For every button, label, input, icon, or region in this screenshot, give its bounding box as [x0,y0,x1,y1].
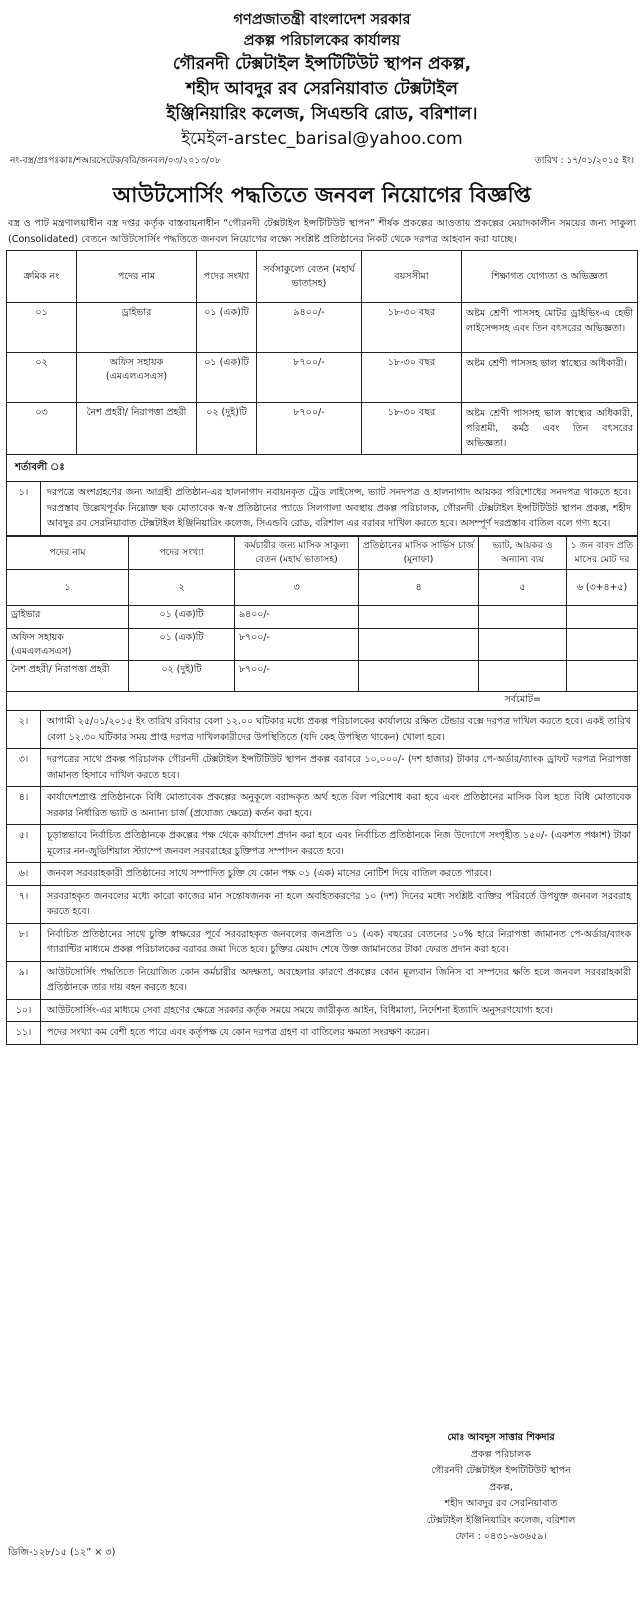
memo-number: নং-বস্ত্র/প্রঃপঃকাঃ/শআরসেটেক/বরি/জনবল/০৩/২০১৩/০৮ [10,156,221,166]
term-item [7,749,638,787]
col-post-count: পদের সংখ্যা [197,251,257,303]
pcol-salary: কর্মচারীর জন্য মাসিক সাকুল্য বেতন (মহার্ঘ ভাতাসহ) [235,536,359,569]
term-text: আউটসোর্সিং-এর মাধ্যমে সেবা গ্রহণের ক্ষেত্রে সরকার কর্তৃক সময়ে সময়ে জারীকৃত আইন, বিধিমালা, নির্দেশনা ইত্যাদি অনুসরণযোগ্য হবে। [41,999,638,1022]
price-table [6,536,638,692]
term-number: ৫। [7,825,41,863]
term-number: ৬। [7,863,41,886]
project-name: গৌরনদী টেক্সটাইল ইন্সটিটিউট স্থাপন প্রকল্প, [172,54,472,74]
table-row [7,628,638,660]
college-name-1: শহীদ আবদুর রব সেরনিয়াবাত টেক্সটাইল [186,79,458,99]
pcol-post-name: পদের নাম [7,536,129,569]
term-item [7,1022,638,1045]
row-age: ১৮-৩০ বছর [362,403,462,455]
signatory-name: মোঃ আবদুস সাত্তার শিকদার [447,1432,555,1443]
signatory-org-4: টেক্সটাইল ইঞ্জিনিয়ারিং কলেজ, বরিশাল [426,1514,576,1526]
empty-cell [567,628,638,660]
term-text: দরপত্রের সাথে প্রকল্প পরিচালক গৌরনদী টেক্সটাইল ইন্সটিটিউট স্থাপন প্রকল্প বরাবরে ১০,০০০/- (দশ হাজার) টাকার পে-অর্ডার/ব্যাংক ড্রাফট দরপত্র নিরাপত্তা জামানত হিসাবে দাখিল করতে হবে। [41,749,638,787]
notice-title: আউটসোর্সিং পদ্ধতিতে জনবল নিয়োগের বিজ্ঞপ্তি [112,183,532,208]
price-table-header [7,536,638,569]
term-number: ৯। [7,961,41,999]
term-text: দরপত্রে অংশগ্রহণের জন্য আগ্রহী প্রতিষ্ঠান-এর হালনাগাদ নবায়নকৃত ট্রেড লাইসেন্স, ভ্যাট সনদপত্র ও হালনাগাদ আয়কর পরিশোধের সনদপত্র থাকতে হবে। দরপ্রস্তাব উল্লেখপূর্বক নিম্নোক্ত ছক মোতাবেক স্ব-স্ব প্রতিষ্ঠানের প্যাডে সিলগালা অবস্থায় প্রকল্প পরিচালক, গৌরনদী টেক্সটাইল ইন্সটিটিউট স্থাপন প্রকল্প, শহীদ আবদুর রব সেরনিয়াবাত টেক্সটাইল ইঞ্জিনিয়ারিং কলেজ, সিএন্ডবি রোড, বরিশাল এর বরাবর দাখিল করতে হবে। অসম্পূর্ণ দরপ্রস্তাব বাতিল বলে গণ্য হবে। [41,482,638,536]
signatory-org-2: প্রকল্প, [489,1481,513,1493]
grand-total-label: সর্বমোট= [6,692,638,710]
term-item [7,863,638,886]
term-number: ১০। [7,999,41,1022]
col-number: ৩ [235,569,359,605]
empty-cell [567,605,638,628]
empty-cell [479,628,567,660]
table-row [7,605,638,628]
column-number-row [7,569,638,605]
term-number: ৭। [7,885,41,923]
term-text: কার্যাদেশপ্রাপ্ত প্রতিষ্ঠানকে বিধি মোতাবেক প্রকল্পের অনুকূলে বরাদ্দকৃত অর্থ হতে বিল পরিশোধ করা হবে এবং প্রতিষ্ঠানের মাসিক বিল হতে বিধি মোতাবেক সরকার নির্ধারিত ভ্যাট ও অন্যান্য চার্জ (প্রযোজ্য ক্ষেত্রে) কর্তন করা হবে। [41,787,638,825]
empty-cell [359,605,479,628]
empty-cell [359,661,479,692]
row-salary: ৯৪০০/- [257,303,362,353]
terms-heading: শর্তাবলী ঃ [6,455,638,481]
term-item [7,787,638,825]
letterhead [6,10,638,152]
col-number: ২ [129,569,235,605]
col-number: ৫ [479,569,567,605]
term-text: সরবরাহকৃত জনবলের মধ্যে কারো কাজের মান সন্তোষজনক না হলে অবহিতকরণের ১০ (দশ) দিনের মধ্যে সংশ্লিষ্ট ব্যক্তির পরিবর্তে উপযুক্ত জনবল সরবরাহ করতে হবে। [41,885,638,923]
col-number: ১ [7,569,129,605]
office-name: প্রকল্প পরিচালকের কার্যালয় [243,33,401,49]
row-salary: ৮৭০০/- [235,661,359,692]
reference-line [6,155,638,168]
term-number: ৮। [7,923,41,961]
term-item [7,999,638,1022]
term-text: আগামী ২৫/০১/২০১৫ ইং তারিখ রবিবার বেলা ১২.০০ ঘটিকার মধ্যে প্রকল্প পরিচালকের কার্যালয়ে রক্ষিত টেন্ডার বক্সে দরপত্র দাখিল করতে হবে। একই তারিখ বেলা ১২.৩০ ঘটিকার সময় প্রাপ্ত দরপত্র দাখিলকারীদের উপস্থিতিতে (যদি কেহ উপস্থিত থাকেন) খোলা হবে। [41,711,638,749]
term-1-table [6,481,638,536]
dg-code: ডিজি-১২৮/১৫ (১২” × ৩) [8,1547,116,1558]
col-number: ৪ [359,569,479,605]
row-post-name: অফিস সহায়ক (এমএলএসএস) [77,353,197,403]
row-salary: ৮৭০০/- [257,353,362,403]
term-number: ১১। [7,1022,41,1045]
row-post-name: ড্রাইভার [77,303,197,353]
table-row [7,353,638,403]
signature-block [386,1430,616,1546]
posts-table [6,250,638,455]
row-post-name: অফিস সহায়ক (এমএলএসএস) [7,628,129,660]
row-post-name: নৈশ প্রহরী/ নিরাপত্তা প্রহরী [77,403,197,455]
row-serial: ০১ [7,303,77,353]
term-text: পদের সংখ্যা কম বেশী হতে পারে এবং কর্তৃপক্ষ যে কোন দরপত্র গ্রহণ বা বাতিলের ক্ষমতা সংরক্ষণ করেন। [41,1022,638,1045]
col-salary: সর্বসাকুল্যে বেতন (মহার্ঘ ভাতাসহ) [257,251,362,303]
posts-table-header [7,251,638,303]
col-post-name: পদের নাম [77,251,197,303]
row-post-count: ০২ (দুই)টি [129,661,235,692]
row-age: ১৮-৩০ বছর [362,303,462,353]
term-item [7,885,638,923]
col-serial: ক্রমিক নং [7,251,77,303]
row-post-count: ০২ (দুই)টি [197,403,257,455]
row-age: ১৮-৩০ বছর [362,353,462,403]
row-salary: ৯৪০০/- [235,605,359,628]
term-text: চূড়ান্তভাবে নির্বাচিত প্রতিষ্ঠানকে প্রকল্পের পক্ষ থেকে কার্যাদেশ প্রদান করা হবে এবং নির্বাচিত প্রতিষ্ঠানকে নিজ উদ্যোগে সংগৃহীত ১৫০/- (একশত পঞ্চাশ) টাকা মূল্যের নন-জুডিশিয়াল স্ট্যাম্পে জনবল সরবরাহের চুক্তিপত্র সম্পাদন করতে হবে। [41,825,638,863]
term-item [7,482,638,536]
term-text: আউটসোর্সিং পদ্ধতিতে নিয়োজিত কোন কর্মচারীর অদক্ষতা, অবহেলার কারণে প্রকল্পের কোন মূল্যবান জিনিস বা সম্পদের ক্ষতি হলে জনবল সরবরাহকারী প্রতিষ্ঠানকে তার দায় বহন করতে হবে। [41,961,638,999]
row-post-count: ০১ (এক)টি [197,303,257,353]
term-number: ৩। [7,749,41,787]
signatory-org-1: গৌরনদী টেক্সটাইল ইন্সটিটিউট স্থাপন [431,1465,571,1476]
term-item [7,711,638,749]
table-row [7,303,638,353]
row-post-count: ০১ (এক)টি [129,628,235,660]
college-name-2: ইঞ্জিনিয়ারিং কলেজ, সিএন্ডবি রোড, বরিশাল। [166,104,478,124]
govt-name: গণপ্রজাতন্ত্রী বাংলাদেশ সরকার [233,12,411,28]
email-address: ইমেইল-arstec_barisal@yahoo.com [181,129,463,149]
empty-cell [359,628,479,660]
term-number: ৪। [7,787,41,825]
term-item [7,961,638,999]
row-qualification: অষ্টম শ্রেণী পাসসহ মোটর ড্রাইভিং-এ হেভী লাইসেন্সসহ এবং তিন বৎসরের অভিজ্ঞতা। [462,303,638,353]
term-text: জনবল সরবরাহকারী প্রতিষ্ঠানের সাথে সম্পাদিত চুক্তি যে কোন পক্ষ ০১ (এক) মাসের নোটিশ দিয়ে বাতিল করতে পারবে। [41,863,638,886]
row-post-name: নৈশ প্রহরী/ নিরাপত্তা প্রহরী [7,661,129,692]
row-salary: ৮৭০০/- [235,628,359,660]
row-salary: ৮৭০০/- [257,403,362,455]
signatory-designation: প্রকল্প পরিচালক [470,1448,532,1460]
row-qualification: অষ্টম শ্রেণী পাসসহ ভাল স্বাস্থ্যের অধিকারী, পরিশ্রমী, কর্মঠ এবং তিন বৎসরের অভিজ্ঞতা। [462,403,638,455]
table-row [7,661,638,692]
col-number: ৬ (৩+৪+৫) [567,569,638,605]
row-serial: ০২ [7,353,77,403]
pcol-vat-tax: ভ্যাট, আয়কর ও অন্যান্য ব্যয় [479,536,567,569]
notice-date: তারিখ : ১৭/০১/২০১৫ ইং। [534,156,634,166]
col-qualification: শিক্ষাগত যোগ্যতা ও অভিজ্ঞতা [462,251,638,303]
empty-cell [479,605,567,628]
pcol-total-rate: ১ জন বাবদ প্রতি মাসের মোট দর [567,536,638,569]
term-number: ২। [7,711,41,749]
row-post-count: ০১ (এক)টি [197,353,257,403]
intro-paragraph: বস্ত্র ও পাট মন্ত্রণালয়াধীন বস্ত্র দপ্তর কর্তৃক বাস্তবায়নাধীন “গৌরনদী টেক্সটাইল ইন্সটিটিউট স্থাপন” শীর্ষক প্রকল্পের আওতায় প্রকল্পের মেয়াদকালীন সময়ের জন্য সাকুল্য (Consolidated) বেতনে আউটসোর্সিং পদ্ধতিতে জনবল নিয়োগের লক্ষ্যে সংশ্লিষ্ট প্রতিষ্ঠানের নিকট থেকে দরপত্র আহবান করা যাচ্ছে। [8,218,636,246]
row-post-name: ড্রাইভার [7,605,129,628]
empty-cell [567,661,638,692]
term-item [7,825,638,863]
pcol-post-count: পদের সংখ্যা [129,536,235,569]
terms-table [6,710,638,1045]
col-age-limit: বয়সসীমা [362,251,462,303]
table-row [7,403,638,455]
row-serial: ০৩ [7,403,77,455]
signatory-phone: ফোন : ০৪৩১-৬৩৬৫৯। [455,1531,547,1542]
term-item [7,923,638,961]
row-qualification: অষ্টম শ্রেণী পাসসহ ভাল স্বাস্থ্যের অধিকারী। [462,353,638,403]
term-number: ১। [7,482,41,536]
signatory-org-3: শহীদ আবদুর রব সেরনিয়াবাত [444,1498,558,1509]
term-text: নির্বাচিত প্রতিষ্ঠানের সাথে চুক্তি স্বাক্ষরের পূর্বে সরবরাহকৃত জনবলের জনপ্রতি ০১ (এক) বছরের বেতনের ১০% হারে নিরাপত্তা জামানত পে-অর্ডার/ব্যাংক গ্যারান্টির মাধ্যমে প্রকল্প পরিচালকের বরাবর জমা দিতে হবে। চুক্তির মেয়াদ শেষে উক্ত জামানতের টাকা ফেরত প্রদান করা হবে। [41,923,638,961]
row-post-count: ০১ (এক)টি [129,605,235,628]
empty-cell [479,661,567,692]
pcol-service-charge: প্রতিষ্ঠানের মাসিক সার্ভিস চার্জ (মুনাফা) [359,536,479,569]
